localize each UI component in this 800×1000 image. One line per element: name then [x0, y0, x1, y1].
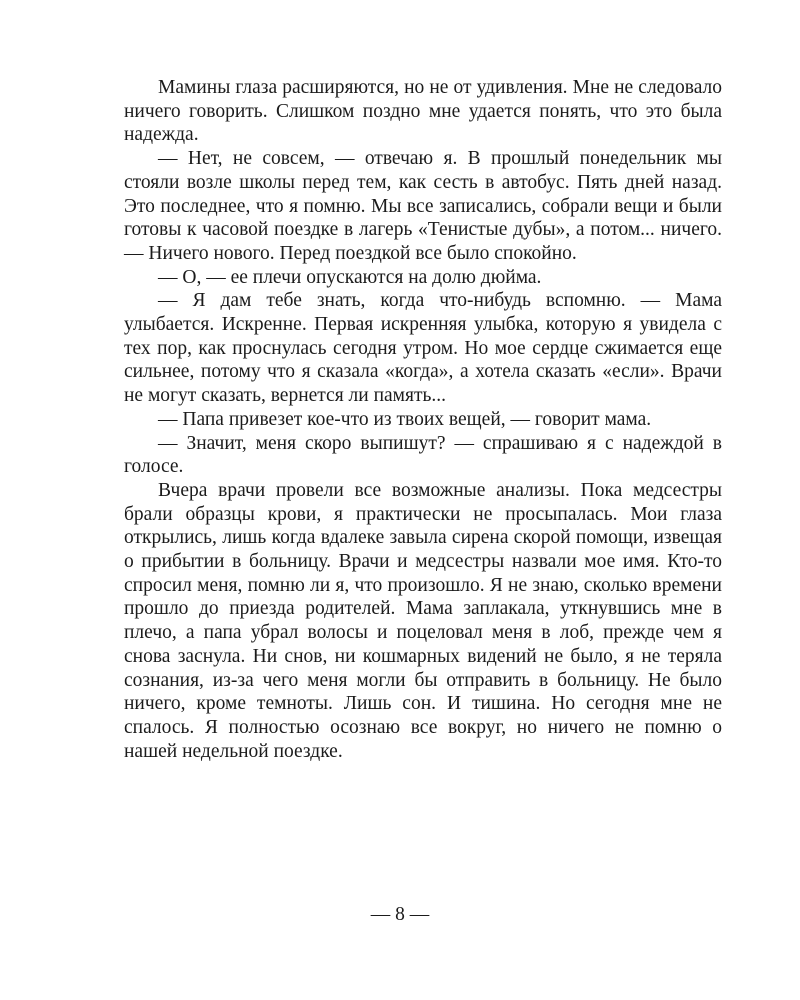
paragraph: — Я дам тебе знать, когда что-нибудь вспомню. — Мама улыбается. Искренне. Первая искренняя улыбка, которую я увидела с тех пор, как проснулась сегодня утром. Но мое сердце сжимается еще сильнее, потому что я сказала «когда», а хотела сказать «если». Врачи не могут сказать, вернется ли память...: [124, 290, 722, 407]
page-body: [124, 76, 722, 763]
paragraph: — Папа привезет кое-что из твоих вещей, — говорит мама.: [158, 408, 652, 430]
paragraph: — Нет, не совсем, — отвечаю я. В прошлый понедельник мы стояли возле школы перед тем, как сесть в автобус. Пять дней назад. Это последнее, что я помню. Мы все записались, собрали вещи и были готовы к часовой поездке в лагерь «Тенистые дубы», а потом... ничего. — Ничего нового. Перед поездкой все было спокойно.: [124, 148, 722, 264]
paragraph: Вчера врачи провели все возможные анализы. Пока медсестры брали образцы крови, я практически не просыпалась. Мои глаза открылись, лишь когда вдалеке завыла сирена скорой помощи, извещая о прибытии в больницу. Врачи и медсестры назвали мое имя. Кто-то спросил меня, помню ли я, что произошло. Я не знаю, сколько времени прошло до приезда родителей. Мама заплакала, уткнувшись мне в плечо, а папа убрал волосы и поцеловал меня в лоб, прежде чем я снова заснула. Ни снов, ни кошмарных видений не было, я не теряла сознания, из-за чего меня могли бы отправить в больницу. Не было ничего, кроме темноты. Лишь сон. И тишина. Но сегодня мне не спалось. Я полностью осознаю все вокруг, но ничего не помню о нашей недельной поездке.: [124, 479, 722, 762]
page-number: — 8 —: [370, 904, 430, 925]
paragraph: — Значит, меня скоро выпишут? — спрашиваю я с надеждой в голосе.: [124, 432, 722, 478]
paragraph: Мамины глаза расширяются, но не от удивления. Мне не следовало ничего говорить. Слишком поздно мне удается понять, что это была надежда.: [124, 77, 722, 146]
paragraph: — О, — ее плечи опускаются на долю дюйма.: [158, 266, 542, 288]
